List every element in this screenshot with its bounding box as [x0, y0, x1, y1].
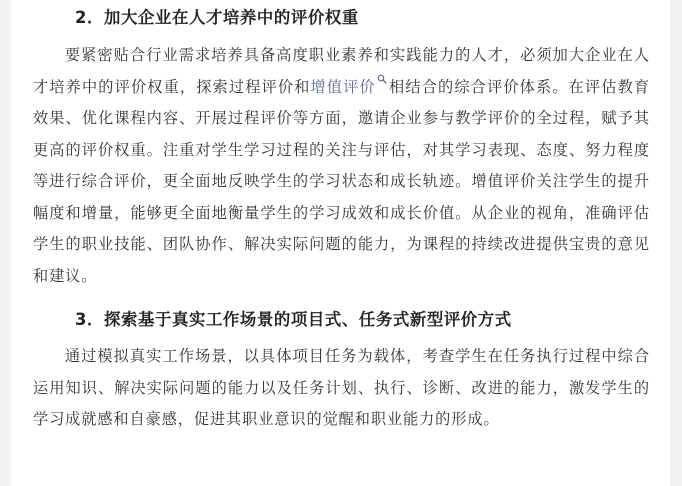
section-3-paragraph: 通过模拟真实工作场景，以具体项目任务为载体，考查学生在任务执行过程中综合运用知识、解决实际问题的能力以及任务计划、执行、诊断、改进的能力，激发学生的学习成就感和自豪感，促进其职业意识的觉醒和职业能力的形成。: [33, 347, 650, 428]
search-icon[interactable]: [377, 74, 387, 84]
section-2-heading: 2．加大企业在人才培养中的评价权重: [75, 8, 359, 27]
section-3-heading: 3．探索基于真实工作场景的项目式、任务式新型评价方式: [75, 310, 512, 329]
section-2-text-after-link: 相结合的综合评价体系。在评估教育效果、优化课程内容、开展过程评价等方面，邀请企业参与教学评价的全过程，赋予其更高的评价权重。注重对学生学习过程的关注与评估，对其学习表现、态度、努力程度等进行综合评价，更全面地反映学生的学习状态和成长轨迹。增值评价关注学生的提升幅度和增量，能够更全面地衡量学生的学习成效和成长价值。从企业的视角，准确评估学生的职业技能、团队协作、解决实际问题的能力，为课程的持续改进提供宝贵的意见和建议。: [33, 77, 650, 285]
section-2-text-before-link: 要紧密贴合行业需求培养具备高度职业素养和实践能力的人才，必须加大企业在人才培养中的评价权重，探索过程评价和: [33, 46, 650, 96]
section-2-paragraph: [33, 40, 650, 292]
article-body: [11, 0, 670, 486]
value-added-evaluation-link[interactable]: 增值评价: [310, 77, 376, 96]
